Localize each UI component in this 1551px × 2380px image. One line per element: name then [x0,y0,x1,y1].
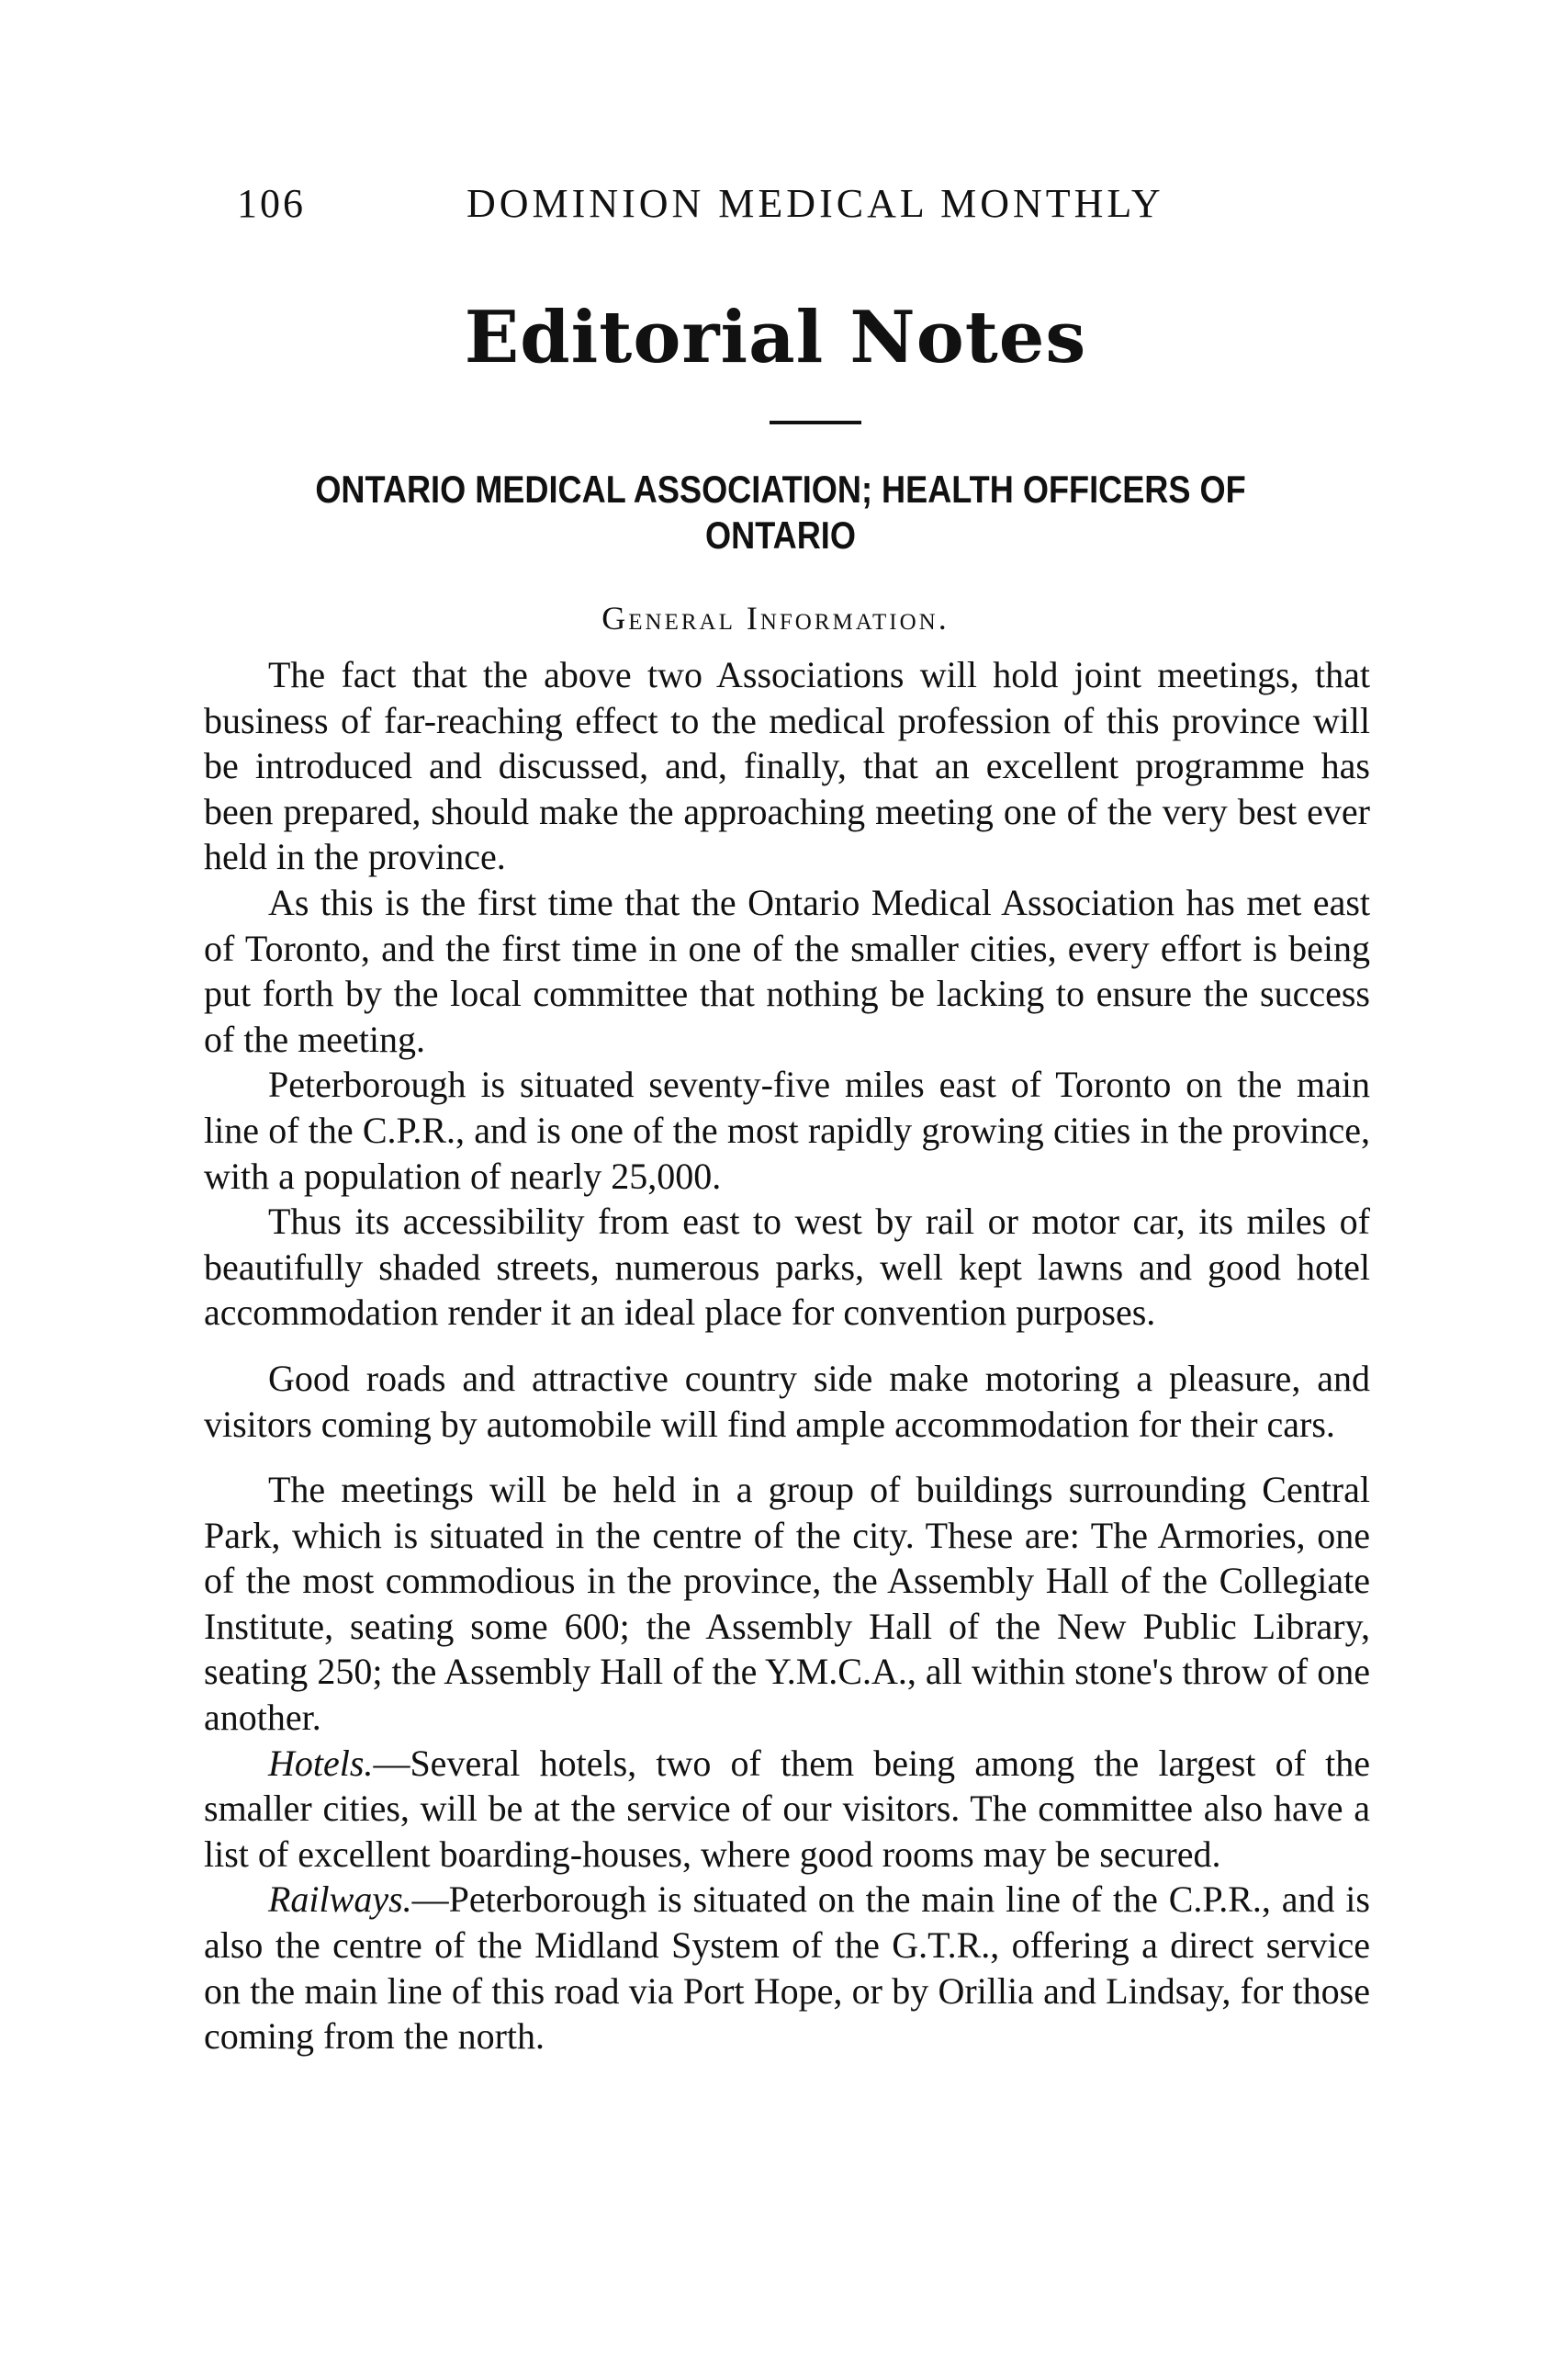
paragraph-text: —Several hotels, two of them being among the largest of the smaller cities, will be at the service of our visitors. The committee also have a list of excellent boarding-houses, where good rooms may be secured. [204,1742,1370,1875]
article-subhead: General Information. [601,600,950,637]
title-divider [770,421,861,424]
article-body [204,652,1370,2059]
paragraph-railways [204,1877,1370,2059]
paragraph-lead-in: Hotels. [268,1742,374,1784]
paragraph-good-roads [204,1356,1370,1447]
running-head [237,180,1376,235]
paragraph-text: The fact that the above two Associations will hold joint meetings, that business of far-reaching effect to the medical profession of this province will be introduced and discussed, and, finally, that an excellent programme has been prepared, should make the approaching meeting one of the very best ever held in the province. [204,654,1370,878]
paragraph-east-of-toronto [204,880,1370,1062]
paragraph-text: Good roads and attractive country side make motoring a pleasure, and visitors coming by automobile will find ample accommodation for their cars. [204,1357,1370,1445]
section-title: Editorial Notes [464,296,1087,379]
paragraph-lead-in: Railways. [268,1878,412,1921]
paragraph-meeting-venues [204,1467,1370,1741]
journal-title: DOMINION MEDICAL MONTHLY [466,181,1164,226]
paragraph-joint-meetings [204,652,1370,880]
paragraph-hotels [204,1741,1370,1878]
article-headline: ONTARIO MEDICAL ASSOCIATION; HEALTH OFFICERS OF ONTARIO [315,468,1246,557]
paragraph-text: Peterborough is situated seventy-five miles east of Toronto on the main line of the C.P.R., and is one of the most rapidly growing cities in the province, with a population of nearly 25,000. [204,1064,1370,1197]
page-number: 106 [237,181,306,226]
paragraph-peterborough-location [204,1062,1370,1199]
paragraph-accessibility [204,1199,1370,1336]
paragraph-text: Thus its accessibility from east to west by rail or motor car, its miles of beautifully shaded streets, numerous parks, well kept lawns and good hotel accommodation render it an ideal place for convention purposes. [204,1201,1370,1334]
paragraph-text: As this is the first time that the Ontario Medical Association has met east of Toronto, and the first time in one of the smaller cities, every effort is being put forth by the local committee that nothing be lacking to ensure the success of the meeting. [204,881,1370,1060]
paragraph-text: —Peterborough is situated on the main line of the C.P.R., and is also the centre of the Midland System of the G.T.R., offering a direct service on the main line of this road via Port Hope, or by Orillia and Lindsay, for those coming from the north. [204,1878,1370,2058]
paragraph-text: The meetings will be held in a group of buildings surrounding Central Park, which is situated in the centre of the city. These are: The Armories, one of the most commodious in the province, the Assembly Hall of the Collegiate Institute, seating some 600; the Assembly Hall of the New Public Library, seating 250; the Assembly Hall of the Y.M.C.A., all within stone's throw of one another. [204,1469,1370,1739]
